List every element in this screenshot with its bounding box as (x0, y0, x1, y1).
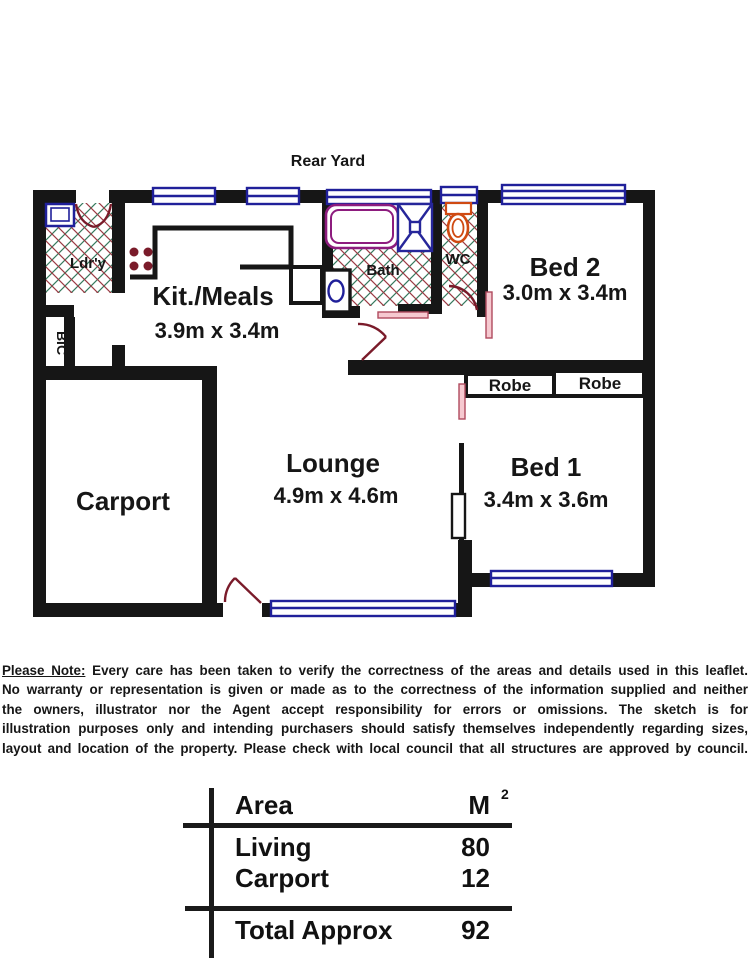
bathtub (326, 205, 398, 248)
table-total-label: Total Approx (235, 915, 393, 945)
bed2-window (502, 185, 625, 204)
kitchen-dims: 3.9m x 3.4m (154, 318, 280, 343)
disclaimer-line: illustration purposes only and intending purchasers should satisfy themselves independently regarding sizes, (2, 721, 748, 737)
carport-entry-door (225, 578, 261, 603)
rear-yard-label: Rear Yard (290, 153, 366, 170)
wc-toilet (446, 203, 471, 242)
disclaimer-line: the owners, illustrator nor the Agent accept responsibility for errors or omissions. The sketch is for (2, 701, 748, 717)
table-total-value: 92 (461, 915, 490, 945)
table-total-rule (185, 906, 512, 911)
disclaimer-heading: Please Note: (2, 663, 86, 678)
laundry-label: Ldr'y (69, 255, 107, 272)
stove-burners (130, 248, 153, 271)
bath-window (327, 190, 431, 204)
bath-label: Bath (366, 262, 400, 279)
bath-slider-leaf (378, 312, 428, 318)
bic-label: BIC (54, 330, 70, 356)
disclaimer-paragraph (2, 661, 748, 758)
laundry-trough (46, 204, 74, 226)
bed1-window (491, 571, 612, 586)
carport-label: Carport (76, 486, 170, 516)
robe-left-label: Robe (488, 376, 532, 395)
kitchen-window-1 (153, 188, 215, 204)
bath-basin (324, 270, 350, 312)
bed1-dims: 3.4m x 3.6m (483, 487, 609, 512)
table-header-area: Area (235, 790, 293, 820)
robe-right-label: Robe (578, 374, 622, 393)
bed1-door-leaf (459, 384, 465, 419)
table-vertical-rule (209, 788, 214, 958)
disclaimer-line1-text: Every care has been taken to verify the correctness of the areas and details used in this leaflet. (92, 663, 748, 678)
table-row-value: 80 (461, 832, 490, 862)
bed2-dims: 3.0m x 3.4m (502, 280, 628, 305)
table-row-value: 12 (461, 863, 490, 893)
wc-window (441, 187, 477, 203)
sliding-door-pocket (452, 494, 465, 538)
disclaimer-line: No warranty or representation is given or made as to the correctness of the information supplied and neither (2, 682, 748, 698)
kitchen-appliance-nook (291, 267, 322, 303)
disclaimer-line (2, 661, 748, 680)
table-header-units-sup: 2 (501, 786, 509, 802)
table-row-label: Carport (235, 863, 329, 893)
shower (398, 204, 432, 251)
bed1-label: Bed 1 (510, 452, 582, 482)
kitchen-window-2 (247, 188, 299, 204)
kitchen-label: Kit./Meals (152, 281, 274, 311)
hall-door (358, 324, 386, 360)
bed2-door-leaf (486, 292, 492, 338)
lounge-dims: 4.9m x 4.6m (273, 483, 399, 508)
disclaimer-line: layout and location of the property. Please check with local council that all structures are approved by council. (2, 740, 748, 756)
table-header-units: M (468, 790, 490, 820)
table-row-label: Living (235, 832, 312, 862)
bed2-label: Bed 2 (529, 252, 601, 282)
table-header-rule (183, 823, 512, 828)
lounge-label: Lounge (286, 448, 380, 478)
wc-label: WC (445, 251, 471, 268)
lounge-window (271, 601, 455, 616)
